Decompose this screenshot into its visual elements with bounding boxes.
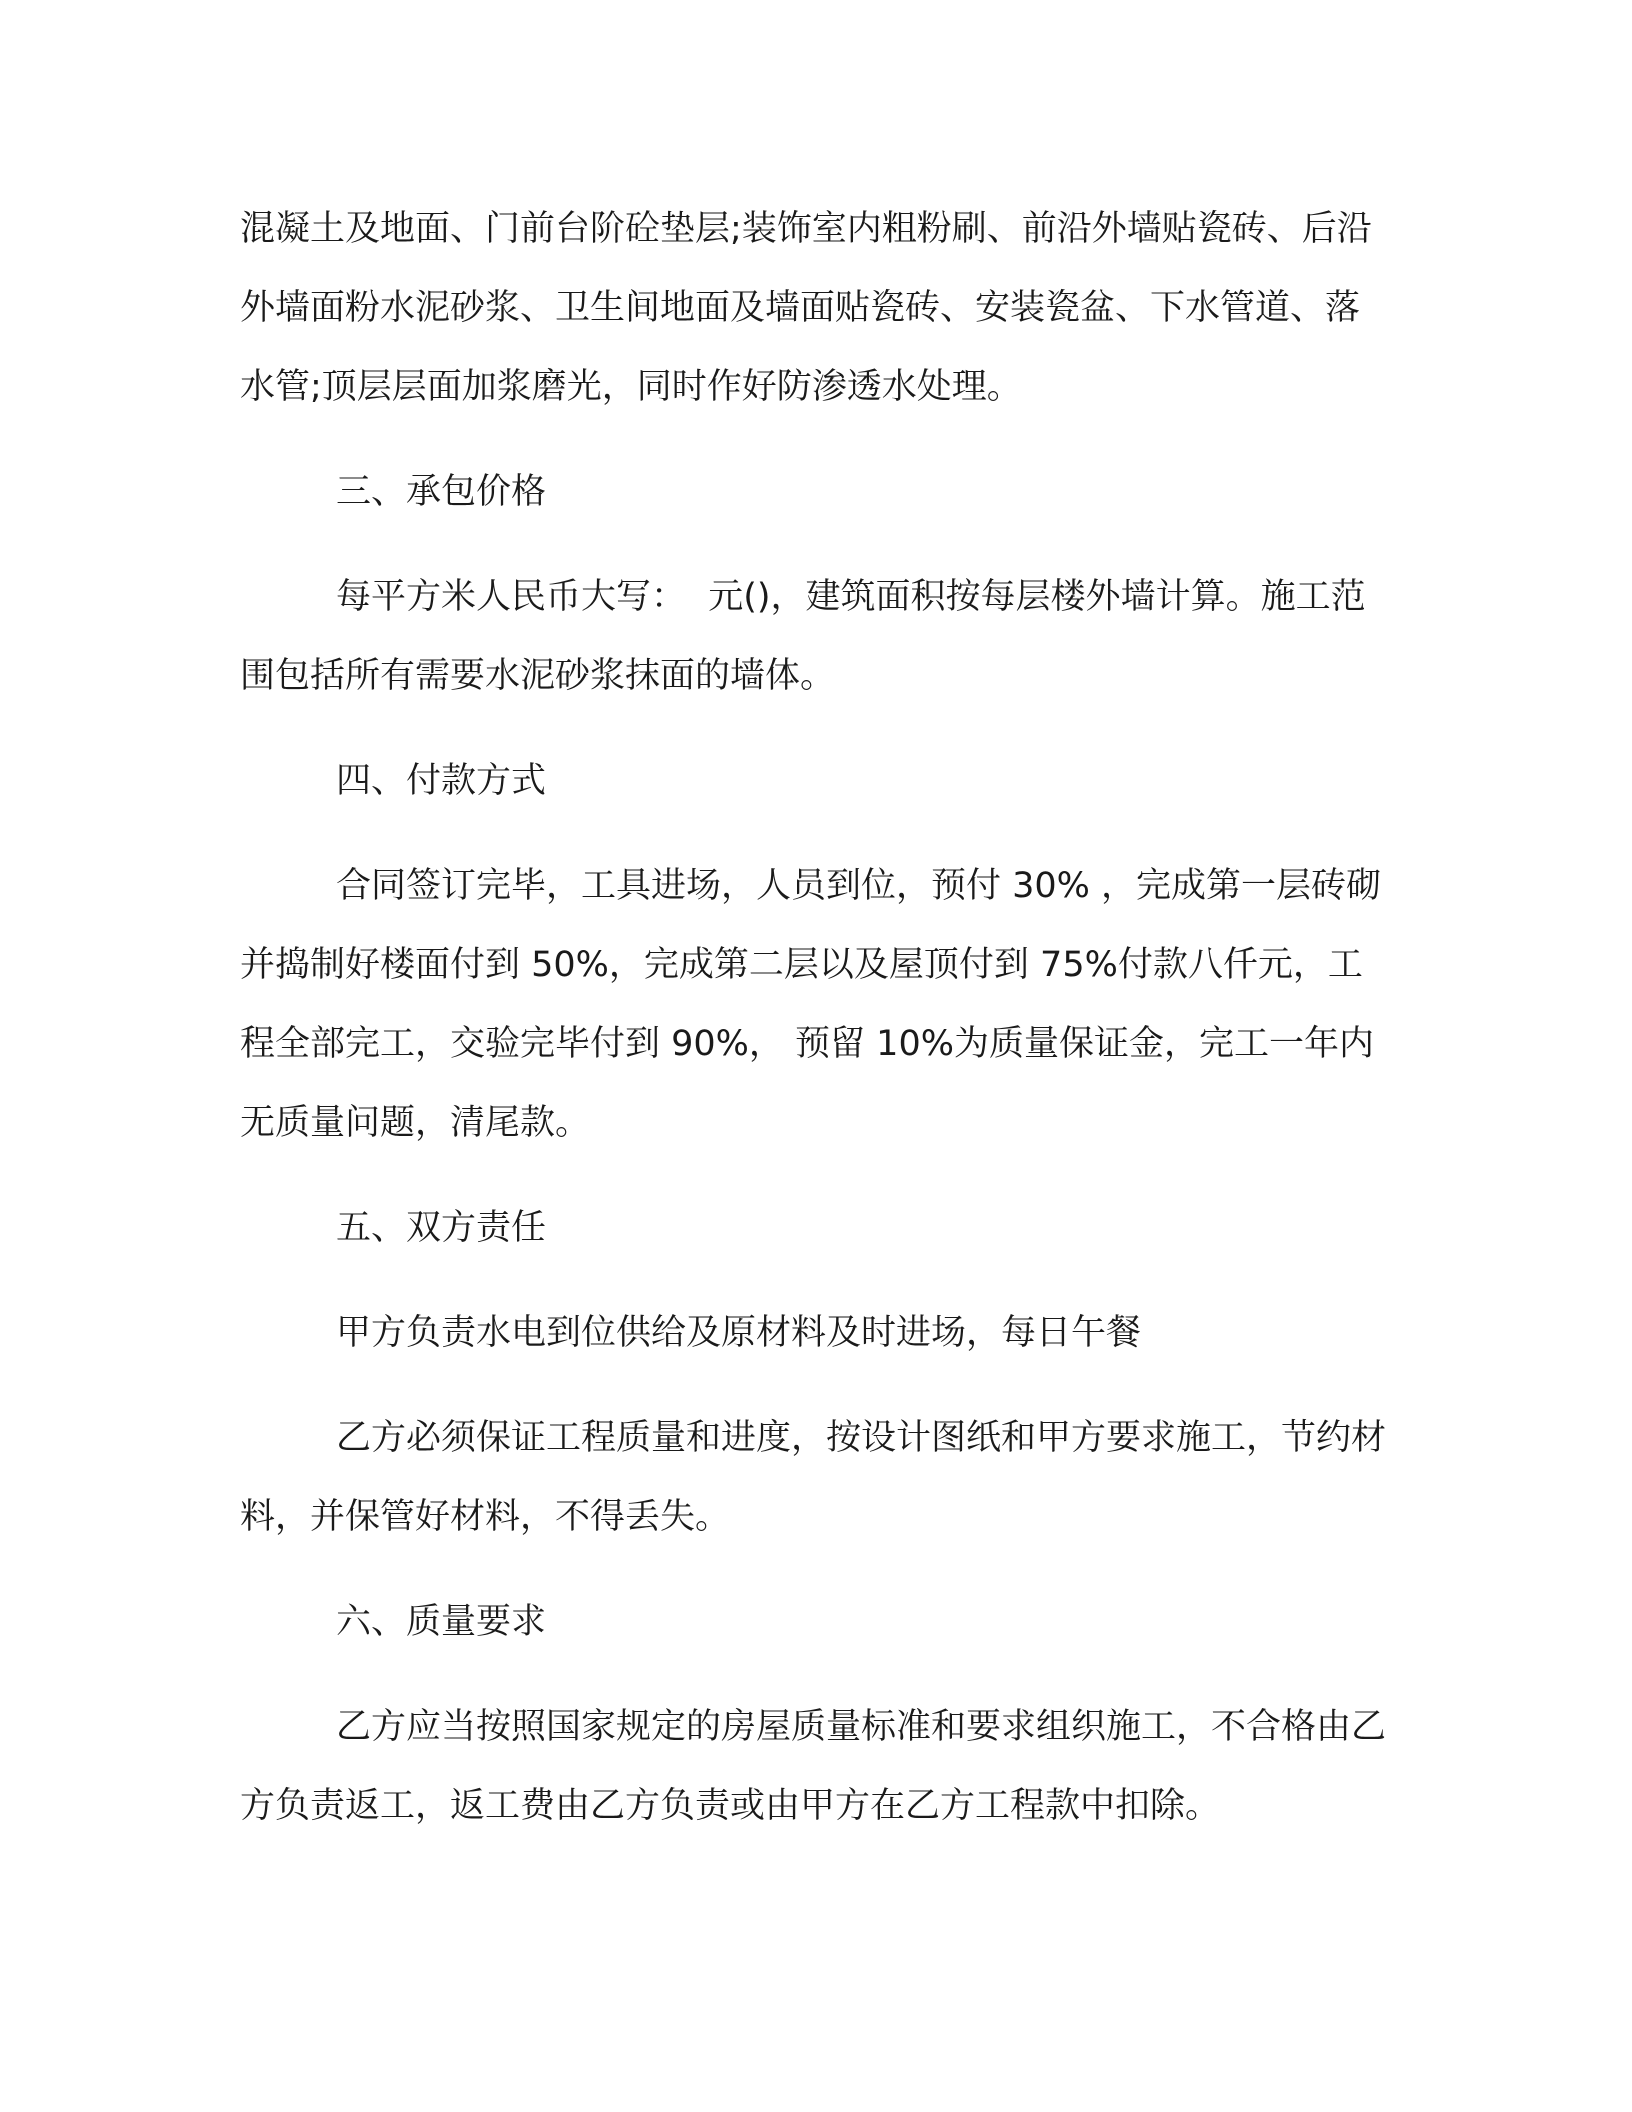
spacer (240, 1557, 1390, 1583)
paragraph-price: 每平方米人民币大写： 元()，建筑面积按每层楼外墙计算。施工范围包括所有需要水泥砂浆抹面的墙体。 (240, 577, 1366, 696)
spacer (240, 821, 1390, 847)
paragraph-quality: 乙方应当按照国家规定的房屋质量标准和要求组织施工，不合格由乙方负责返工，返工费由乙方负责或由甲方在乙方工程款中扣除。 (240, 1707, 1387, 1826)
spacer (240, 532, 1390, 558)
spacer (240, 716, 1390, 742)
spacer (240, 1268, 1390, 1294)
spacer (240, 1662, 1390, 1688)
spacer (240, 1163, 1390, 1189)
spacer (240, 427, 1390, 453)
section-heading-responsibilities: 五、双方责任 (336, 1208, 547, 1248)
section-heading-payment: 四、付款方式 (336, 761, 547, 801)
document-body (240, 190, 1390, 1846)
paragraph-continuation: 混凝土及地面、门前台阶砼垫层;装饰室内粗粉刷、前沿外墙贴瓷砖、后沿外墙面粉水泥砂浆、卫生间地面及墙面贴瓷砖、安装瓷盆、下水管道、落水管;顶层层面加浆磨光，同时作好防渗透水处理。 (240, 209, 1372, 407)
section-heading-price: 三、承包价格 (336, 472, 547, 512)
paragraph-party-b: 乙方必须保证工程质量和进度，按设计图纸和甲方要求施工，节约材料，并保管好材料，不得丢失。 (240, 1418, 1387, 1537)
paragraph-party-a: 甲方负责水电到位供给及原材料及时进场，每日午餐 (336, 1313, 1142, 1353)
spacer (240, 1373, 1390, 1399)
paragraph-payment: 合同签订完毕，工具进场，人员到位，预付 30% ，完成第一层砖砌并捣制好楼面付到 50%，完成第二层以及屋顶付到 75%付款八仟元，工程全部完工，交验完毕付到 90%， 预留 10%为质量保证金，完工一年内无质量问题，清尾款。 (240, 866, 1382, 1143)
section-heading-quality: 六、质量要求 (336, 1602, 547, 1642)
